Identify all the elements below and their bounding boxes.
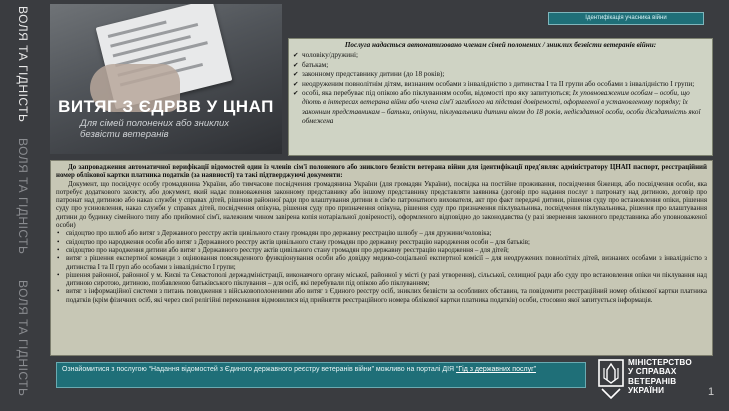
side-text-bottom: ВОЛЯ ТА ГІДНІСТЬ — [16, 280, 30, 397]
list-item: ✔ чоловіку/дружині; — [293, 51, 708, 60]
list-item: • витяг з інформаційної системи з питань поводження з військовополоненими або витяг з Єдиного реєстру осіб, зниклих безвісти за особливих обставин, та повідомити реєстраційний номер облікової картки платника податків (крім фізичних осіб, які через свої релігійні переконання відмовилися від прийняття реєстраційного номера облікової картки платника податків) особи, стосовно якої запитується інформація. — [56, 288, 707, 305]
ministry-name: МІНІСТЕРСТВО У СПРАВАХ ВЕТЕРАНІВ УКРАЇНИ — [628, 358, 692, 396]
side-banner — [0, 0, 46, 411]
page-number: 1 — [708, 386, 715, 398]
eligible-recipients-title: Послуга надається автоматизовано членам сімей полонених / зниклих безвісти ветеранів війни: — [344, 41, 657, 49]
side-text-middle: ВОЛЯ ТА ГІДНІСТЬ — [16, 138, 30, 255]
hero-subtitle: Для сімей полонених або зниклих безвісти ветеранів — [80, 118, 230, 140]
emblem-icon — [596, 358, 626, 400]
documents-list — [56, 230, 707, 305]
list-item: • витяг з рішення експертної команди з оцінювання повсякденного функціонування особи або довідку медико-соціальної експертної комісії – для неодружених повнолітніх дітей, визнаних особами з інвалідністю з дитинства I та II груп або особами з інвалідністю I групи; — [56, 255, 707, 272]
documents-box — [50, 160, 713, 356]
list-item: • свідоцтво про шлюб або витяг з Державного реєстру актів цивільного стану громадян про державну реєстрацію шлюбу – для дружини/чоловіка; — [56, 230, 707, 238]
ministry-logo — [594, 356, 704, 406]
list-item: • свідоцтво про народження особи або витяг з Державного реєстру актів цивільного стану громадян про державну реєстрацію народження особи – для батьків; — [56, 239, 707, 247]
list-item: • свідоцтво про народження дитини або витяг з Державного реєстру актів цивільного стану громадян про державну реєстрацію народження – для дітей; — [56, 247, 707, 255]
hero-title: ВИТЯГ З ЄДРВВ У ЦНАП — [58, 97, 274, 116]
documents-heading: До запровадження автоматичної верифікації відомостей один із членів сім'ї полоненого або зниклого безвісти ветерана війни для ідентифікації пред'являє адміністратору ЦНАП паспорт, реєстраційний номер облікової картки платника податків (за наявності) та такі підтверджуючі документи: — [56, 164, 707, 180]
eligible-recipients-box — [288, 38, 713, 156]
representatives-note: Іх уповноваженим особам – особи, що діють в інтересах ветерана війни або члена сім'ї загиблого на підставі довіреності, оформленої в установленому порядку; їх законним представникам – батьки, опікуни, піклувальники дитини віком до 18 років, недієздатної особи, особи дієздатність якої обмежена — [302, 89, 701, 126]
list-item: • рішення районної, районної у м. Києві та Севастополі держадміністрації, виконавчого органу міської, районної у місті (у разі утворення), сільської, селищної ради або суду про встановлення опіки чи піклування над дитиною сиротою, дитиною, позбавленою батьківського піклування – для осіб, які перебували під опікою або піклуванням; — [56, 272, 707, 289]
service-info-text: Ознайомитися з послугою “Надання відомостей з Єдиного державного реєстру ветеранів війни” можливо на порталі ДІЯ — [62, 366, 455, 373]
side-text-top: ВОЛЯ ТА ГІДНІСТЬ — [16, 6, 30, 123]
documents-paragraph: Документ, що посвідчує особу громадянина України, або тимчасове посвідчення громадянина України (для громадян України), посвідка на постійне проживання, посвідчення біженця, або посвідчення особи, яка потребує додаткового захисту, або документ, який надає повноваження законному представнику або іншому представнику представляти заявника (договір про надання послуг з патронату над дитиною, договір про патронат над дитиною або наказ служби у справах дітей, рішення районної ради про влаштування дитини в сім'ю патронатного вихователя, акт про факт передачі дитини, рішення суду про встановлення опіки, рішення суду про усиновлення, наказ служби у справах дітей, посвідчення опікуна, рішення суду про призначення опікуна, рішення суду про призначення піклувальника, посвідчення піклувальника, рішення про влаштування дитини до будинку сімейного типу або прийомної сім'ї, належним чином завірена копія нотаріальної довіреності), оформленого відповідно до законодавства (у разі звернення законного представника або уповноваженої особи) — [56, 180, 707, 230]
list-item: ✔ батькам; — [293, 61, 708, 70]
eligible-recipients-list — [293, 51, 708, 126]
hero-image — [50, 4, 282, 154]
list-item: ✔ законному представнику дитини (до 18 років); — [293, 70, 708, 79]
list-item: ✔ неодруженим повнолітнім дітям, визнаним особами з інвалідністю з дитинства I та II групи або особами з інвалідністю I групи; — [293, 80, 708, 89]
service-info-bar — [56, 362, 586, 388]
list-item: ✔ особі, яка перебуває під опікою або піклуванням особи, відомості про яку запитуються; Іх уповноваженим особам – особи, що діють в інтересах ветерана війни або члена сім'ї загиблого на підставі довіреності, оформленої в установленому порядку; їх законним представникам – батьки, опікуни, піклувальники дитини віком до 18 років, недієздатної особи, особи дієздатність якої обмежена — [293, 89, 708, 127]
top-link[interactable]: Ідентифікація учасника війни — [548, 12, 704, 25]
service-guide-link[interactable]: “Гід з державних послуг” — [456, 366, 536, 373]
